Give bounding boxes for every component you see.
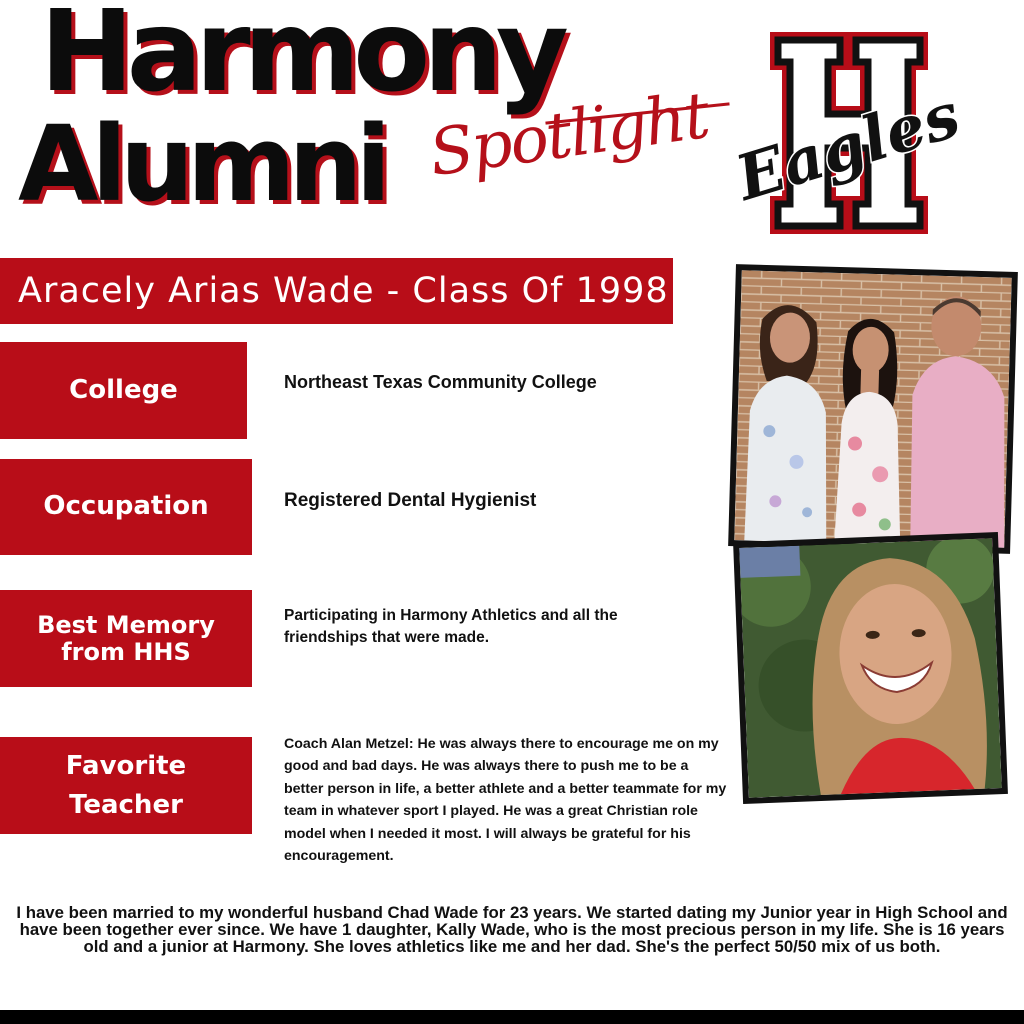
- occupation-value: Registered Dental Hygienist: [284, 490, 537, 511]
- favorite-teacher-label: [0, 737, 252, 834]
- title-harmony: Harmony: [40, 0, 562, 117]
- favorite-teacher-value: Coach Alan Metzel: He was always there to encourage me on my good and bad days. He was always there to push me to be a better person in life, a better athlete and a better teammate for my team in whatever sport I played. He was a great Christian role model when I needed it most. I will always be grateful for his encouragement.: [284, 736, 727, 865]
- best-memory-label-line1: Best Memory: [37, 610, 215, 639]
- alumnus-name-banner: Aracely Arias Wade - Class Of 1998: [0, 258, 673, 324]
- favorite-teacher-label-line2: Teacher: [69, 789, 183, 820]
- school-logo-icon: [718, 28, 988, 238]
- family-photo: [728, 264, 1018, 554]
- favorite-teacher-label-line1: Favorite: [65, 750, 187, 781]
- best-memory-value: Participating in Harmony Athletics and all the friendships that were made.: [284, 607, 618, 647]
- occupation-label: Occupation: [0, 459, 252, 555]
- title-spotlight: Spotlight: [425, 79, 713, 192]
- person-daughter: [834, 318, 906, 545]
- portrait-photo: [733, 532, 1008, 804]
- best-memory-label-line2: from HHS: [61, 637, 191, 666]
- college-label: College: [0, 342, 247, 439]
- bottom-border: [0, 1010, 1024, 1024]
- title-alumni: Alumni: [18, 103, 385, 225]
- best-memory-label: [0, 590, 252, 687]
- bio-paragraph: I have been married to my wonderful husband Chad Wade for 23 years. We started dating my Junior year in High School and have been together ever since. We have 1 daughter, Kally Wade, who is the most precious person in my life. She is 16 years old and a junior at Harmony. She loves athletics like me and her dad. She's the perfect 50/50 mix of us both.: [16, 903, 1008, 957]
- logo-script: Eagles: [727, 78, 968, 215]
- college-value: Northeast Texas Community College: [284, 372, 597, 392]
